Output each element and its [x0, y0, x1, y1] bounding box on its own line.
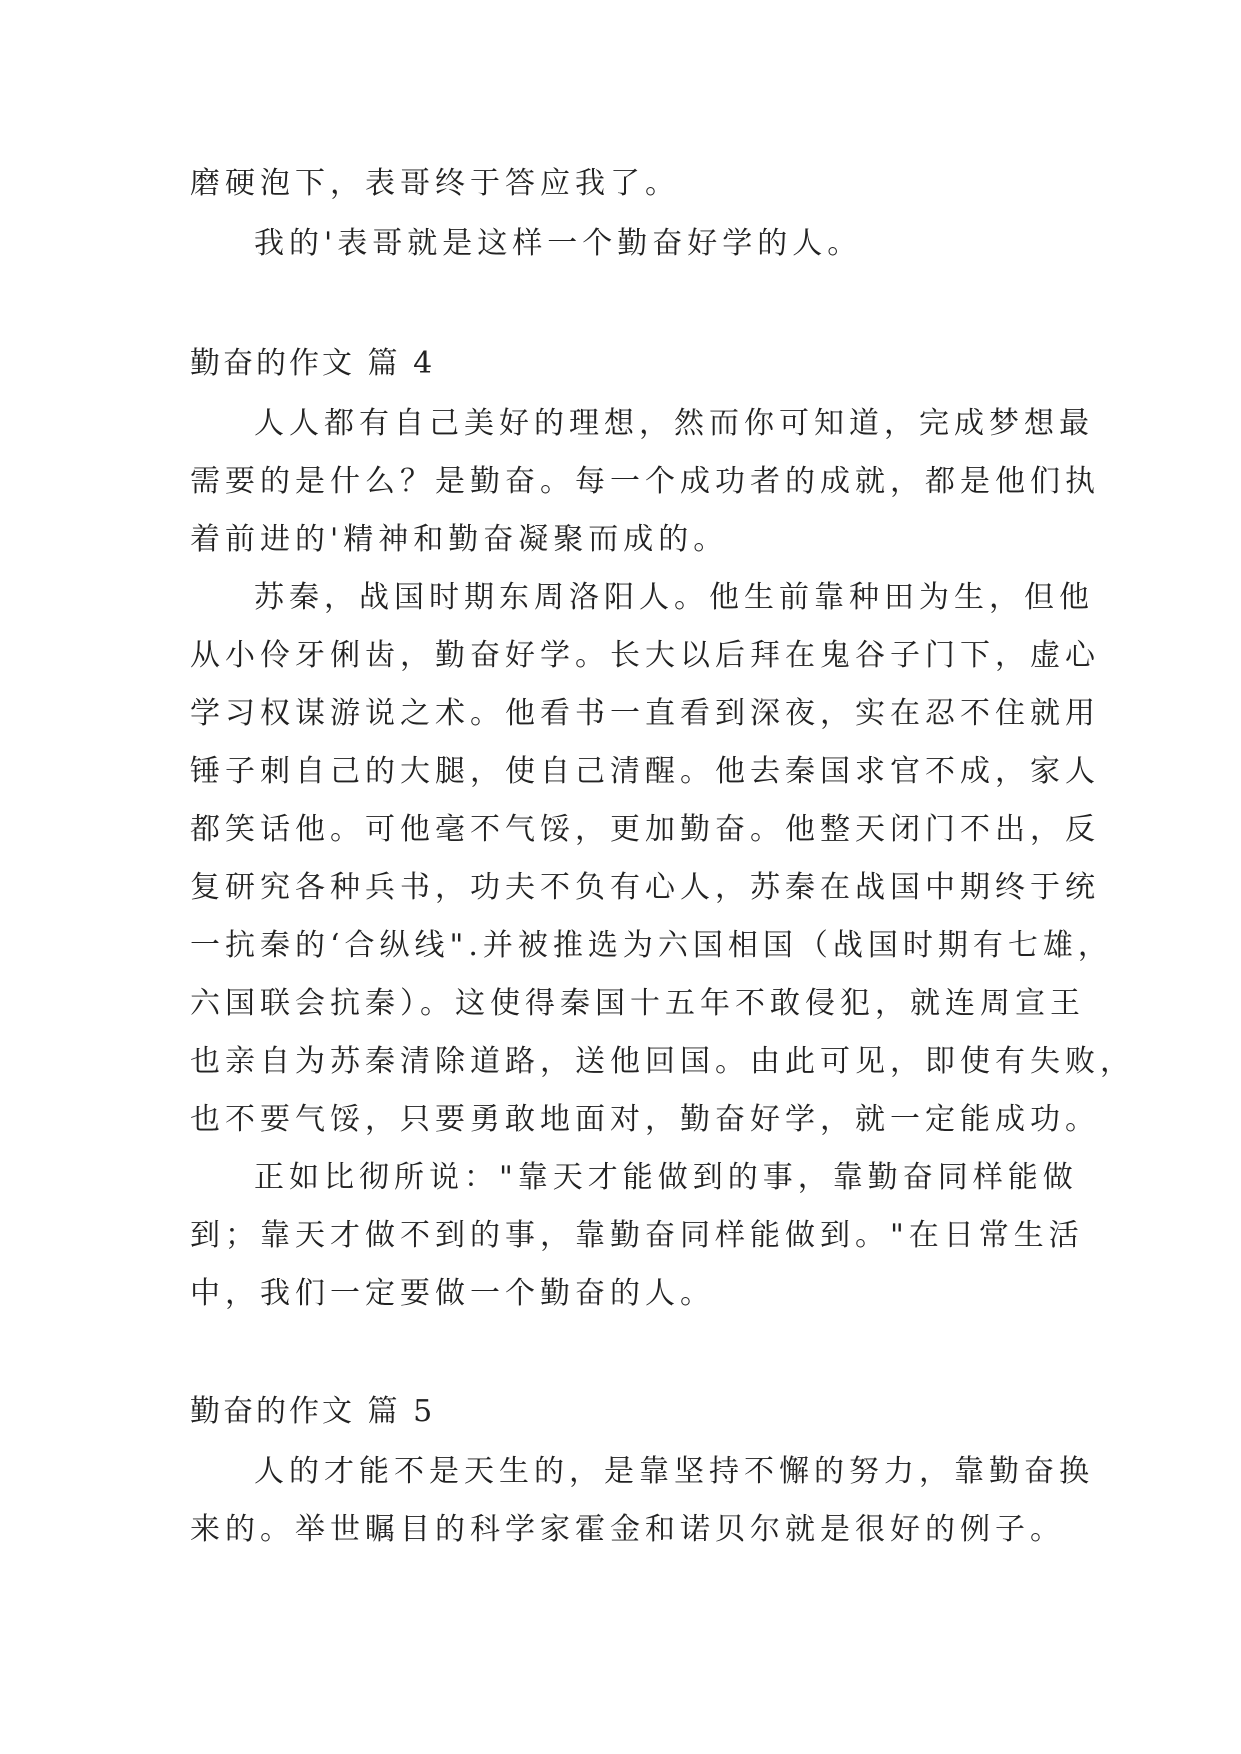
paragraph-line: 需要的是什么？是勤奋。每一个成功者的成就，都是他们执: [190, 464, 1100, 499]
paragraph-line: 中，我们一定要做一个勤奋的人。: [190, 1276, 715, 1311]
paragraph-line: 人人都有自己美好的理想，然而你可知道，完成梦想最: [254, 406, 1094, 441]
paragraph-line: 也亲自为苏秦清除道路，送他回国。由此可见，即使有失败，: [190, 1044, 1135, 1079]
paragraph-line: 正如比彻所说："靠天才能做到的事，靠勤奋同样能做: [254, 1160, 1078, 1195]
section-title: 勤奋的作文 篇 5: [190, 1394, 436, 1429]
paragraph-line: 一抗秦的‘合纵线".并被推选为六国相国（战国时期有七雄，: [190, 928, 1113, 963]
paragraph-line: 来的。举世瞩目的科学家霍金和诺贝尔就是很好的例子。: [190, 1512, 1065, 1547]
paragraph-line: 着前进的'精神和勤奋凝聚而成的。: [190, 522, 729, 557]
paragraph-line: 学习权谋游说之术。他看书一直看到深夜，实在忍不住就用: [190, 696, 1100, 731]
paragraph-line: 到；靠天才做不到的事，靠勤奋同样能做到。"在日常生活: [190, 1218, 1084, 1253]
paragraph-line: 我的'表哥就是这样一个勤奋好学的人。: [254, 226, 863, 261]
paragraph-line: 从小伶牙俐齿，勤奋好学。长大以后拜在鬼谷子门下，虚心: [190, 638, 1100, 673]
paragraph-line: 锤子刺自己的大腿，使自己清醒。他去秦国求官不成，家人: [190, 754, 1100, 789]
paragraph-line: 复研究各种兵书，功夫不负有心人，苏秦在战国中期终于统: [190, 870, 1100, 905]
paragraph-line: 苏秦，战国时期东周洛阳人。他生前靠种田为生，但他: [254, 580, 1094, 615]
paragraph-line: 也不要气馁，只要勇敢地面对，勤奋好学，就一定能成功。: [190, 1102, 1100, 1137]
paragraph-line: 六国联会抗秦）。这使得秦国十五年不敢侵犯，就连周宣王: [190, 986, 1085, 1021]
paragraph-line: 人的才能不是天生的，是靠坚持不懈的努力，靠勤奋换: [254, 1454, 1094, 1489]
section-title: 勤奋的作文 篇 4: [190, 346, 436, 381]
paragraph-line: 都笑话他。可他毫不气馁，更加勤奋。他整天闭门不出，反: [190, 812, 1100, 847]
paragraph-line: 磨硬泡下，表哥终于答应我了。: [190, 166, 680, 201]
